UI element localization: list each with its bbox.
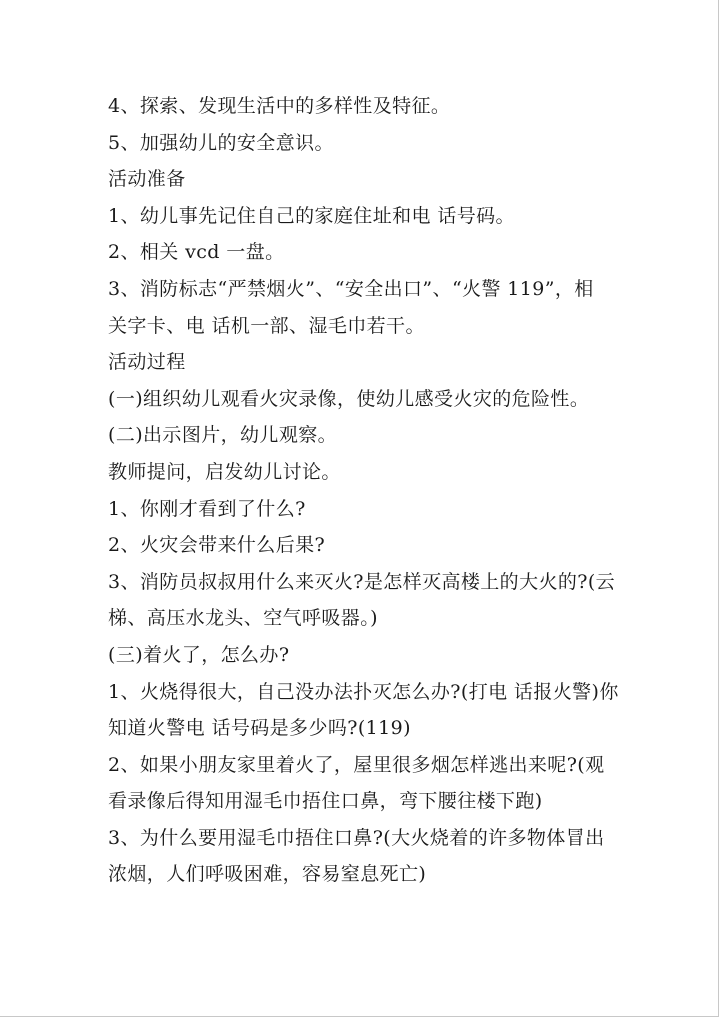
text-line-fire-2: 2、如果小朋友家里着火了，屋里很多烟怎样逃出来呢?(观 xyxy=(108,753,605,776)
text-line-objective-4: 4、探索、发现生活中的多样性及特征。 xyxy=(108,95,451,117)
document-body xyxy=(108,88,678,893)
text-line-question-3-cont: 梯、高压水龙头、空气呼吸器。) xyxy=(108,607,378,630)
text-line-fire-3-cont: 浓烟，人们呼吸困难，容易窒息死亡) xyxy=(108,863,427,886)
text-line-step-2: (二)出示图片，幼儿观察。 xyxy=(108,424,338,447)
text-line-objective-5: 5、加强幼儿的安全意识。 xyxy=(108,131,334,154)
text-line-question-2: 2、火灾会带来什么后果? xyxy=(108,534,326,557)
text-line-fire-1: 1、火烧得很大，自己没办法扑灭怎么办?(打电 话报火警)你 xyxy=(108,680,619,703)
text-line-prep-3-cont: 关字卡、电 话机一部、湿毛巾若干。 xyxy=(108,314,425,337)
text-line-step-3: (三)着火了，怎么办? xyxy=(108,643,290,666)
text-line-step-1: (一)组织幼儿观看火灾录像，使幼儿感受火灾的危险性。 xyxy=(108,387,590,410)
text-line-fire-1-cont: 知道火警电 话号码是多少吗?(119) xyxy=(108,717,411,740)
text-line-fire-3: 3、为什么要用湿毛巾捂住口鼻?(大火烧着的许多物体冒出 xyxy=(108,826,605,849)
text-line-prep-3: 3、消防标志“严禁烟火”、“安全出口”、“火警 119”，相 xyxy=(108,277,594,300)
section-heading-process: 活动过程 xyxy=(108,351,186,374)
section-heading-preparation: 活动准备 xyxy=(108,168,186,191)
text-line-fire-2-cont: 看录像后得知用湿毛巾捂住口鼻，弯下腰往楼下跑) xyxy=(108,790,543,813)
text-line-question-1: 1、你刚才看到了什么? xyxy=(108,497,306,520)
text-line-teacher-question: 教师提问，启发幼儿讨论。 xyxy=(108,460,341,483)
text-line-prep-2: 2、相关 vcd 一盘。 xyxy=(108,241,285,264)
text-line-prep-1: 1、幼儿事先记住自己的家庭住址和电 话号码。 xyxy=(108,204,515,227)
text-line-question-3: 3、消防员叔叔用什么来灭火?是怎样灭高楼上的大火的?(云 xyxy=(108,570,616,593)
